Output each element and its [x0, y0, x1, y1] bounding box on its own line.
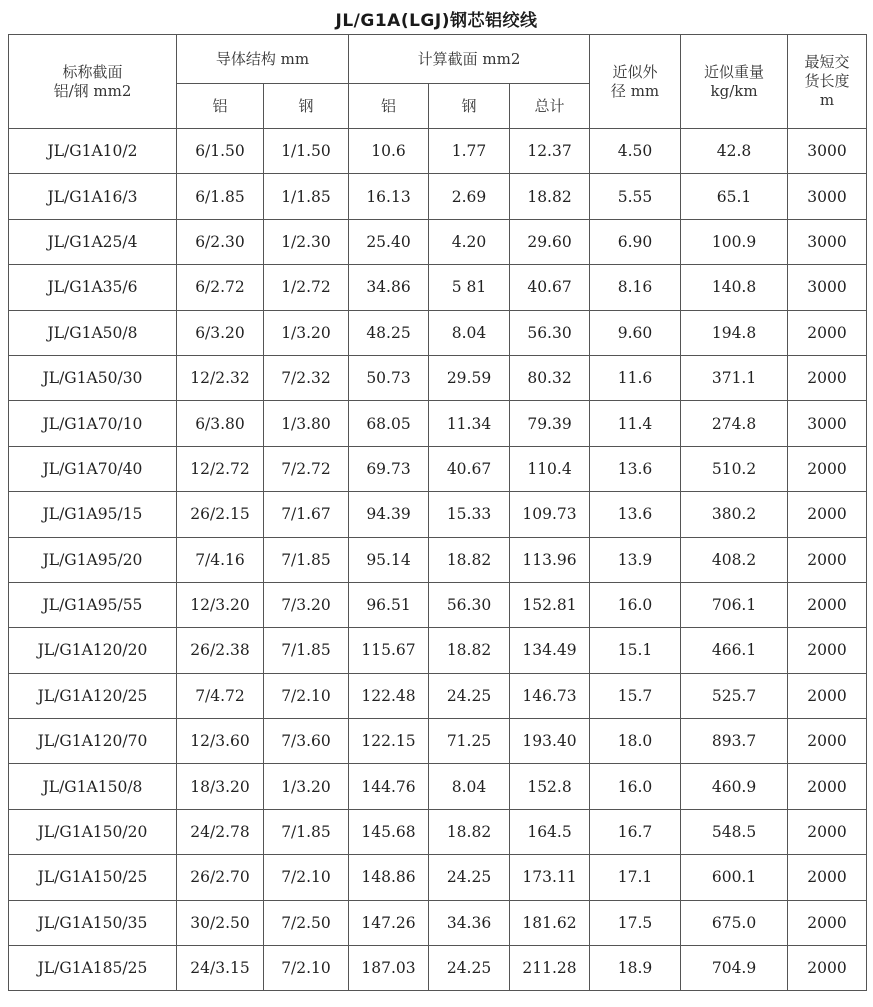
cell-approx-od: 16.7	[590, 809, 681, 854]
cell-approx-od: 17.1	[590, 855, 681, 900]
cell-structure-al: 7/4.72	[177, 673, 264, 718]
cell-approx-weight: 548.5	[681, 809, 788, 854]
header-min-length: 最短交 货长度 m	[788, 35, 867, 129]
cell-model: JL/G1A50/30	[9, 355, 177, 400]
cell-model: JL/G1A70/40	[9, 446, 177, 491]
cell-approx-weight: 893.7	[681, 719, 788, 764]
cell-structure-al: 6/2.30	[177, 219, 264, 264]
cell-structure-al: 24/2.78	[177, 809, 264, 854]
cell-approx-od: 16.0	[590, 764, 681, 809]
cell-section-al: 144.76	[349, 764, 429, 809]
cell-section-al: 68.05	[349, 401, 429, 446]
cell-approx-weight: 706.1	[681, 582, 788, 627]
cell-section-al: 187.03	[349, 946, 429, 991]
table-row	[9, 219, 867, 264]
cell-min-length: 2000	[788, 900, 867, 945]
cell-min-length: 2000	[788, 310, 867, 355]
table-row	[9, 265, 867, 310]
cell-model: JL/G1A16/3	[9, 174, 177, 219]
cell-section-total: 40.67	[510, 265, 590, 310]
table-row	[9, 946, 867, 991]
cell-structure-al: 12/3.20	[177, 582, 264, 627]
cell-model: JL/G1A150/25	[9, 855, 177, 900]
cell-structure-steel: 7/1.85	[264, 809, 349, 854]
cell-section-steel: 2.69	[429, 174, 510, 219]
cell-section-steel: 29.59	[429, 355, 510, 400]
cell-structure-al: 30/2.50	[177, 900, 264, 945]
cell-section-total: 29.60	[510, 219, 590, 264]
cell-approx-od: 13.6	[590, 446, 681, 491]
cell-structure-al: 6/3.80	[177, 401, 264, 446]
cell-approx-weight: 510.2	[681, 446, 788, 491]
cell-approx-od: 9.60	[590, 310, 681, 355]
cell-min-length: 2000	[788, 764, 867, 809]
cell-section-al: 95.14	[349, 537, 429, 582]
cell-structure-steel: 7/2.10	[264, 673, 349, 718]
cell-model: JL/G1A25/4	[9, 219, 177, 264]
table-row	[9, 809, 867, 854]
cell-structure-steel: 7/1.67	[264, 492, 349, 537]
cell-section-al: 96.51	[349, 582, 429, 627]
cell-model: JL/G1A95/15	[9, 492, 177, 537]
cell-min-length: 2000	[788, 446, 867, 491]
cell-model: JL/G1A50/8	[9, 310, 177, 355]
cell-approx-od: 11.6	[590, 355, 681, 400]
cell-min-length: 3000	[788, 219, 867, 264]
cell-section-al: 122.15	[349, 719, 429, 764]
cell-model: JL/G1A185/25	[9, 946, 177, 991]
cell-approx-od: 15.7	[590, 673, 681, 718]
cell-section-steel: 18.82	[429, 537, 510, 582]
cell-section-steel: 8.04	[429, 764, 510, 809]
table-row	[9, 401, 867, 446]
cell-structure-steel: 1/1.50	[264, 129, 349, 174]
cell-approx-weight: 600.1	[681, 855, 788, 900]
subheader-section-total: 总计	[510, 84, 590, 129]
cell-structure-steel: 7/2.10	[264, 946, 349, 991]
cell-approx-od: 16.0	[590, 582, 681, 627]
cell-structure-al: 12/2.72	[177, 446, 264, 491]
cell-model: JL/G1A70/10	[9, 401, 177, 446]
cell-section-steel: 56.30	[429, 582, 510, 627]
subheader-section-steel: 钢	[429, 84, 510, 129]
cell-section-al: 10.6	[349, 129, 429, 174]
header-nominal-section: 标称截面 铝/钢 mm2	[9, 35, 177, 129]
cell-section-al: 25.40	[349, 219, 429, 264]
cell-structure-al: 12/2.32	[177, 355, 264, 400]
cell-min-length: 2000	[788, 492, 867, 537]
cell-approx-od: 4.50	[590, 129, 681, 174]
cell-min-length: 2000	[788, 946, 867, 991]
cell-approx-weight: 525.7	[681, 673, 788, 718]
header-calc-section: 计算截面 mm2	[349, 35, 590, 84]
cell-approx-od: 8.16	[590, 265, 681, 310]
cell-structure-al: 12/3.60	[177, 719, 264, 764]
cell-min-length: 2000	[788, 355, 867, 400]
header-approx-weight: 近似重量 kg/km	[681, 35, 788, 129]
table-row	[9, 719, 867, 764]
cell-section-total: 79.39	[510, 401, 590, 446]
cell-min-length: 2000	[788, 673, 867, 718]
header-conductor-structure: 导体结构 mm	[177, 35, 349, 84]
cell-structure-steel: 1/2.72	[264, 265, 349, 310]
cell-section-al: 122.48	[349, 673, 429, 718]
cell-approx-od: 13.9	[590, 537, 681, 582]
cell-section-steel: 1.77	[429, 129, 510, 174]
cell-structure-steel: 7/1.85	[264, 537, 349, 582]
cell-section-steel: 71.25	[429, 719, 510, 764]
table-row	[9, 492, 867, 537]
table-row	[9, 537, 867, 582]
cell-section-total: 146.73	[510, 673, 590, 718]
cell-section-steel: 18.82	[429, 809, 510, 854]
cell-section-al: 50.73	[349, 355, 429, 400]
table-row	[9, 129, 867, 174]
cell-structure-steel: 1/3.20	[264, 310, 349, 355]
cell-section-steel: 15.33	[429, 492, 510, 537]
cell-model: JL/G1A95/20	[9, 537, 177, 582]
cell-structure-al: 6/3.20	[177, 310, 264, 355]
cell-model: JL/G1A150/8	[9, 764, 177, 809]
cell-section-steel: 4.20	[429, 219, 510, 264]
cell-approx-od: 6.90	[590, 219, 681, 264]
cell-structure-steel: 7/1.85	[264, 628, 349, 673]
table-title: JL/G1A(LGJ)钢芯铝绞线	[335, 11, 538, 31]
cell-approx-od: 18.0	[590, 719, 681, 764]
cell-section-steel: 18.82	[429, 628, 510, 673]
cell-section-al: 147.26	[349, 900, 429, 945]
cell-section-steel: 24.25	[429, 946, 510, 991]
conductor-spec-table	[8, 34, 867, 991]
cell-section-total: 152.81	[510, 582, 590, 627]
cell-structure-steel: 7/3.20	[264, 582, 349, 627]
cell-model: JL/G1A95/55	[9, 582, 177, 627]
cell-approx-od: 13.6	[590, 492, 681, 537]
cell-section-al: 69.73	[349, 446, 429, 491]
cell-approx-weight: 371.1	[681, 355, 788, 400]
cell-approx-weight: 380.2	[681, 492, 788, 537]
cell-model: JL/G1A35/6	[9, 265, 177, 310]
cell-section-al: 148.86	[349, 855, 429, 900]
cell-structure-al: 26/2.70	[177, 855, 264, 900]
cell-section-steel: 24.25	[429, 673, 510, 718]
cell-min-length: 3000	[788, 174, 867, 219]
table-row	[9, 355, 867, 400]
cell-structure-steel: 1/3.80	[264, 401, 349, 446]
cell-approx-weight: 704.9	[681, 946, 788, 991]
cell-model: JL/G1A150/35	[9, 900, 177, 945]
cell-structure-al: 24/3.15	[177, 946, 264, 991]
cell-section-al: 145.68	[349, 809, 429, 854]
cell-model: JL/G1A150/20	[9, 809, 177, 854]
cell-structure-al: 6/1.85	[177, 174, 264, 219]
cell-structure-steel: 7/2.10	[264, 855, 349, 900]
cell-section-total: 134.49	[510, 628, 590, 673]
table-row	[9, 446, 867, 491]
cell-section-al: 34.86	[349, 265, 429, 310]
cell-structure-al: 6/1.50	[177, 129, 264, 174]
cell-approx-weight: 675.0	[681, 900, 788, 945]
cell-approx-od: 18.9	[590, 946, 681, 991]
table-row	[9, 174, 867, 219]
cell-structure-steel: 1/3.20	[264, 764, 349, 809]
cell-model: JL/G1A120/20	[9, 628, 177, 673]
table-row	[9, 628, 867, 673]
cell-section-total: 80.32	[510, 355, 590, 400]
cell-section-total: 152.8	[510, 764, 590, 809]
cell-structure-steel: 1/1.85	[264, 174, 349, 219]
cell-section-al: 48.25	[349, 310, 429, 355]
cell-structure-al: 7/4.16	[177, 537, 264, 582]
cell-structure-al: 6/2.72	[177, 265, 264, 310]
cell-structure-steel: 7/3.60	[264, 719, 349, 764]
cell-min-length: 2000	[788, 719, 867, 764]
cell-section-al: 115.67	[349, 628, 429, 673]
table-row	[9, 855, 867, 900]
cell-section-total: 113.96	[510, 537, 590, 582]
cell-section-total: 181.62	[510, 900, 590, 945]
cell-structure-al: 26/2.15	[177, 492, 264, 537]
subheader-structure-al: 铝	[177, 84, 264, 129]
cell-min-length: 3000	[788, 401, 867, 446]
cell-section-al: 16.13	[349, 174, 429, 219]
cell-approx-weight: 466.1	[681, 628, 788, 673]
cell-approx-od: 17.5	[590, 900, 681, 945]
cell-min-length: 3000	[788, 129, 867, 174]
cell-min-length: 2000	[788, 855, 867, 900]
cell-section-total: 56.30	[510, 310, 590, 355]
cell-approx-weight: 194.8	[681, 310, 788, 355]
cell-approx-weight: 460.9	[681, 764, 788, 809]
cell-approx-weight: 100.9	[681, 219, 788, 264]
cell-section-total: 173.11	[510, 855, 590, 900]
cell-min-length: 2000	[788, 628, 867, 673]
cell-section-total: 193.40	[510, 719, 590, 764]
cell-min-length: 3000	[788, 265, 867, 310]
cell-approx-weight: 408.2	[681, 537, 788, 582]
cell-structure-al: 26/2.38	[177, 628, 264, 673]
cell-section-total: 109.73	[510, 492, 590, 537]
subheader-section-al: 铝	[349, 84, 429, 129]
cell-section-steel: 5 81	[429, 265, 510, 310]
table-body	[9, 129, 867, 991]
cell-structure-steel: 1/2.30	[264, 219, 349, 264]
header-approx-od: 近似外 径 mm	[590, 35, 681, 129]
cell-section-total: 12.37	[510, 129, 590, 174]
cell-structure-steel: 7/2.32	[264, 355, 349, 400]
cell-min-length: 2000	[788, 582, 867, 627]
cell-min-length: 2000	[788, 537, 867, 582]
table-row	[9, 310, 867, 355]
cell-approx-od: 11.4	[590, 401, 681, 446]
cell-approx-weight: 274.8	[681, 401, 788, 446]
table-row	[9, 582, 867, 627]
cell-min-length: 2000	[788, 809, 867, 854]
cell-approx-od: 15.1	[590, 628, 681, 673]
cell-section-steel: 11.34	[429, 401, 510, 446]
cell-model: JL/G1A120/70	[9, 719, 177, 764]
cell-section-total: 211.28	[510, 946, 590, 991]
cell-structure-steel: 7/2.50	[264, 900, 349, 945]
cell-section-al: 94.39	[349, 492, 429, 537]
cell-structure-al: 18/3.20	[177, 764, 264, 809]
cell-approx-od: 5.55	[590, 174, 681, 219]
cell-section-steel: 24.25	[429, 855, 510, 900]
cell-model: JL/G1A120/25	[9, 673, 177, 718]
cell-section-steel: 8.04	[429, 310, 510, 355]
cell-approx-weight: 140.8	[681, 265, 788, 310]
cell-section-total: 18.82	[510, 174, 590, 219]
cell-approx-weight: 65.1	[681, 174, 788, 219]
cell-section-steel: 34.36	[429, 900, 510, 945]
table-row	[9, 900, 867, 945]
cell-structure-steel: 7/2.72	[264, 446, 349, 491]
cell-model: JL/G1A10/2	[9, 129, 177, 174]
cell-section-total: 164.5	[510, 809, 590, 854]
table-row	[9, 673, 867, 718]
cell-section-steel: 40.67	[429, 446, 510, 491]
cell-section-total: 110.4	[510, 446, 590, 491]
table-row	[9, 764, 867, 809]
subheader-structure-steel: 钢	[264, 84, 349, 129]
cell-approx-weight: 42.8	[681, 129, 788, 174]
